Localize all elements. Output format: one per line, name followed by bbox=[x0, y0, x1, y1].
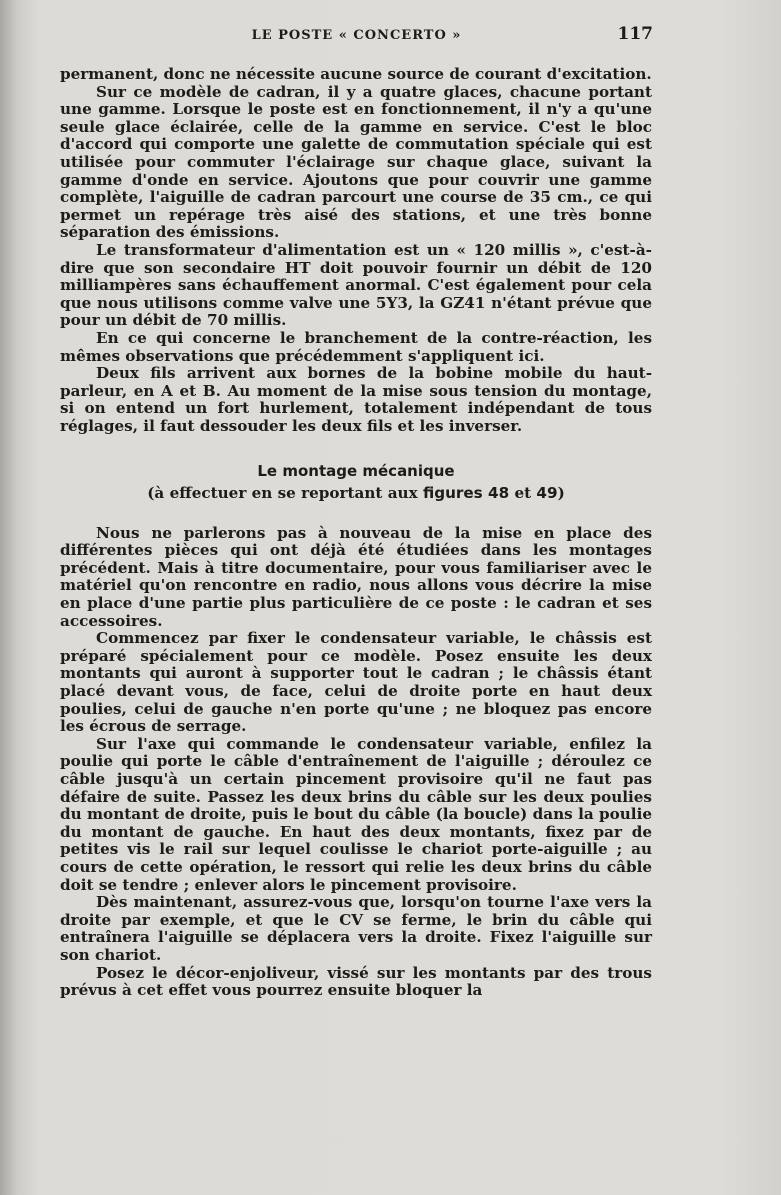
paragraph: Sur ce modèle de cadran, il y a quatre glaces, chacune portant une gamme. Lorsque le poste est en fonctionnement, il n'y a qu'une seule glace éclairée, celle de la gamme en service. C'est le bloc d'accord qui comporte une galette de commutation spéciale qui est utilisée pour commuter l'éclairage sur chaque glace, suivant la gamme d'onde en service. Ajoutons que pour couvrir une gamme complète, l'aiguille de cadran parcourt une course de 35 cm., ce qui permet un repérage très aisé des stations, et une très bonne séparation des émissions. bbox=[60, 82, 652, 242]
paragraph: Deux fils arrivent aux bornes de la bobine mobile du haut-parleur, en A et B. Au moment de la mise sous tension du montage, si on entend un fort hurlement, totalement indépendant de tous réglages, il faut dessouder les deux fils et les inverser. bbox=[60, 364, 652, 435]
page-number: 117 bbox=[617, 24, 653, 44]
paragraph: Dès maintenant, assurez-vous que, lorsqu'on tourne l'axe vers la droite par exemple, et que le CV se ferme, le brin du câble qui entraînera l'aiguille se déplacera vers la droite. Fixez l'aiguille sur son chariot. bbox=[60, 893, 652, 964]
paragraph: Le transformateur d'alimentation est un « 120 millis », c'est-à-dire que son secondaire HT doit pouvoir fournir un débit de 120 milliampères sans échauffement anormal. C'est également pour cela que nous utilisons comme valve une 5Y3, la GZ41 n'étant prévue que pour un débit de 70 millis. bbox=[60, 240, 652, 330]
figure-ref: figures 48 bbox=[422, 484, 510, 503]
subheading-suffix: ) bbox=[557, 484, 565, 503]
subheading-prefix: (à effectuer en se reportant aux bbox=[147, 484, 423, 503]
paragraph: En ce qui concerne le branchement de la contre-réaction, les mêmes observations que précédemment s'appliquent ici. bbox=[60, 328, 652, 365]
subheading-middle: et bbox=[509, 484, 537, 503]
page-body bbox=[60, 66, 652, 1000]
paragraph: Commencez par fixer le condensateur variable, le châssis est préparé spécialement pour ce modèle. Posez ensuite les deux montants qui auront à supporter tout le cadran ; le châssis étant placé devant vous, de face, celui de droite porte en haut deux poulies, celui de gauche n'en porte qu'une ; ne bloquez pas encore les écrous de serrage. bbox=[60, 629, 652, 736]
figure-ref: 49 bbox=[536, 484, 558, 503]
paragraph: Posez le décor-enjoliveur, vissé sur les montants par des trous prévus à cet effet vous pourrez ensuite bloquer la bbox=[60, 963, 652, 1000]
paragraph: Sur l'axe qui commande le condensateur variable, enfilez la poulie qui porte le câble d'entraînement de l'aiguille ; déroulez ce câble jusqu'à un certain pincement provisoire qu'il ne faut pas défaire de suite. Passez les deux brins du câble sur les deux poulies du montant de droite, puis le bout du câble (la boucle) dans la poulie du montant de gauche. En haut des deux montants, fixez par de petites vis le rail sur lequel coulisse le chariot porte-aiguille ; au cours de cette opération, le ressort qui relie les deux brins du câble doit se tendre ; enlever alors le pincement provisoire. bbox=[60, 734, 652, 894]
paragraph: permanent, donc ne nécessite aucune source de courant d'excitation. bbox=[60, 65, 652, 83]
paragraph: Nous ne parlerons pas à nouveau de la mise en place des différentes pièces qui ont déjà été étudiées dans les montages précédent. Mais à titre documentaire, pour vous familiariser avec le matériel qu'on rencontre en radio, nous allons vous décrire la mise en place d'une partie plus particulière de ce poste : le cadran et ses accessoires. bbox=[60, 523, 652, 630]
running-title: LE POSTE « CONCERTO » bbox=[251, 28, 462, 43]
section-subheading bbox=[60, 485, 652, 503]
section-heading: Le montage mécanique bbox=[257, 462, 455, 481]
